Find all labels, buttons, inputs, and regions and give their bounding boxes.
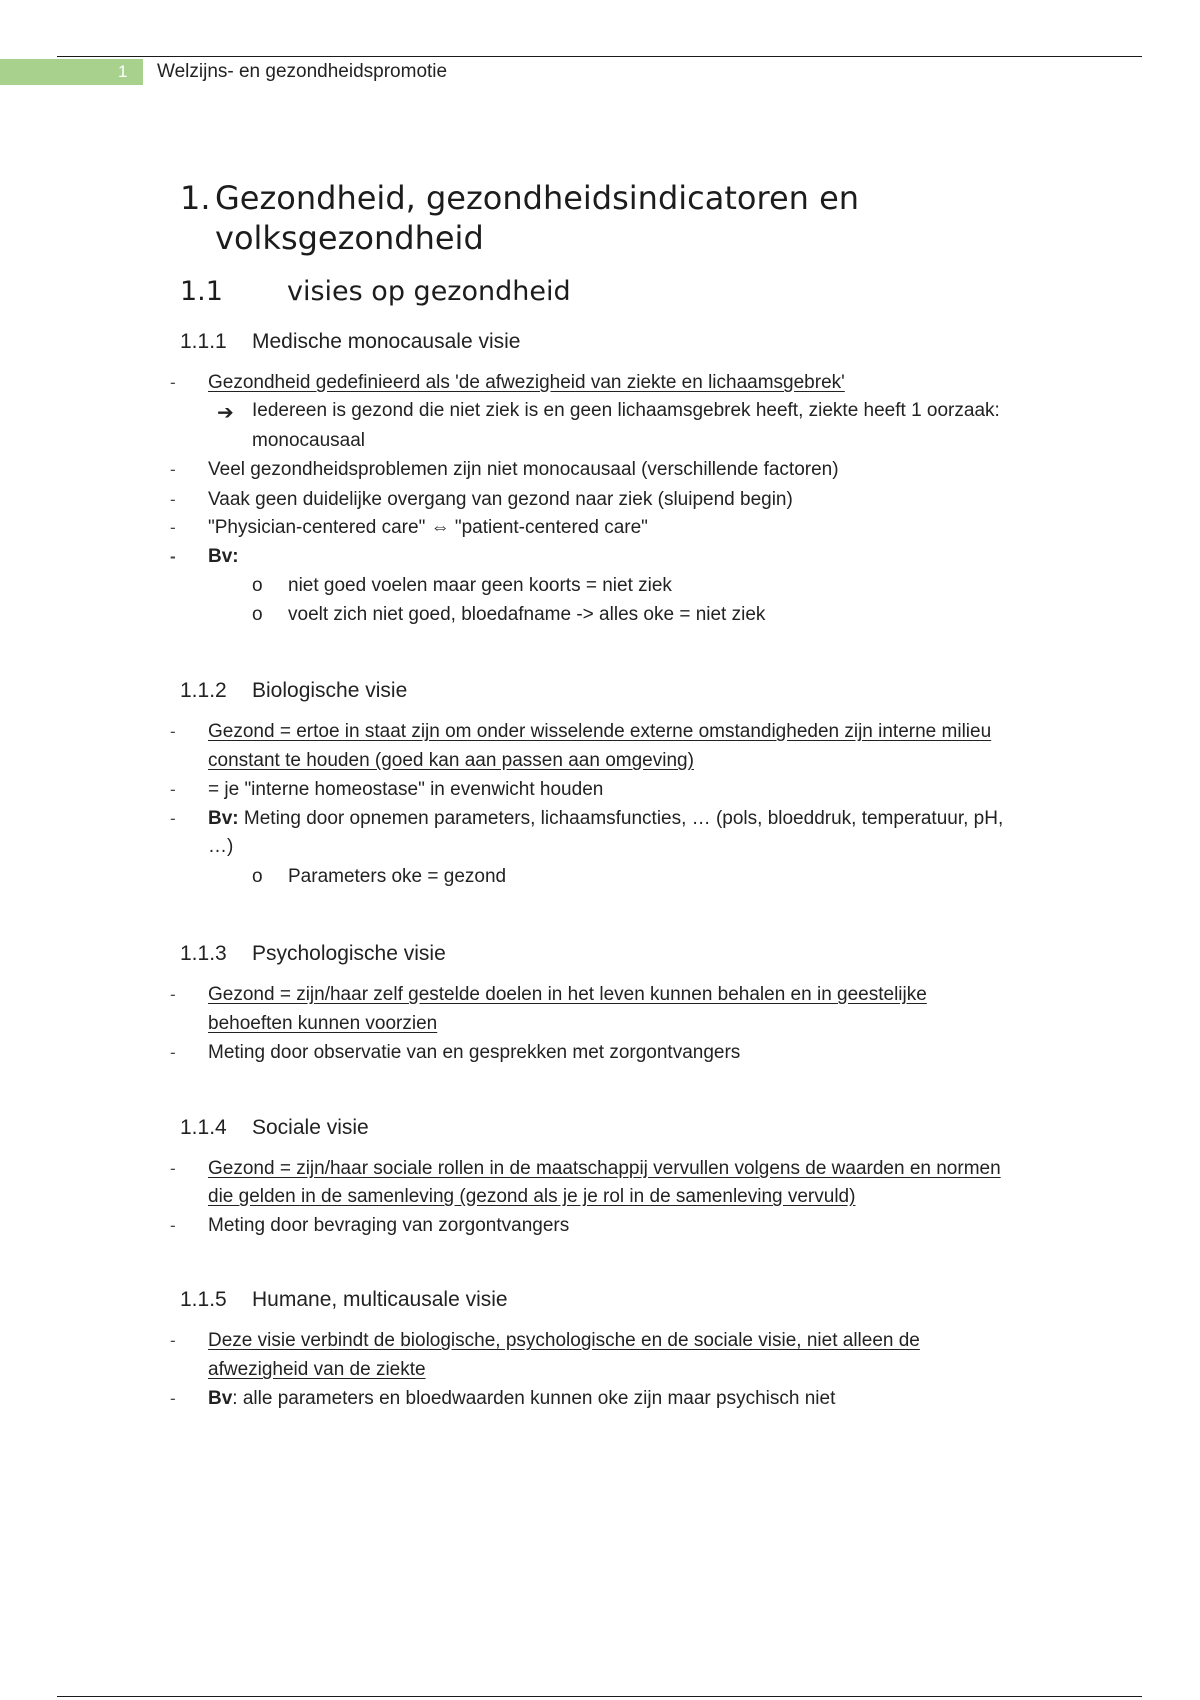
sub-list-item: Parameters oke = gezond xyxy=(288,866,507,887)
subsection-title: Sociale visie xyxy=(252,1116,369,1139)
bullet-dash: - xyxy=(170,985,176,1004)
bullet-circle: o xyxy=(252,866,263,887)
list-item: monocausaal xyxy=(252,430,366,451)
bullet-dash: - xyxy=(170,490,176,509)
header-rule xyxy=(57,56,1142,57)
bullet-dash: - xyxy=(170,1389,176,1408)
list-item: behoeften kunnen voorzien xyxy=(208,1013,438,1034)
list-item-text: : alle parameters en bloedwaarden kunnen oke zijn maar psychisch niet xyxy=(232,1388,836,1409)
list-item: die gelden in de samenleving (gezond als je je rol in de samenleving vervuld) xyxy=(208,1186,856,1207)
bullet-dash: - xyxy=(170,1331,176,1350)
list-item: Veel gezondheidsproblemen zijn niet monocausaal (verschillende factoren) xyxy=(208,459,839,480)
list-item: Gezond = zijn/haar zelf gestelde doelen in het leven kunnen behalen en in geestelijke xyxy=(208,984,927,1005)
document-title: Welzijns- en gezondheidspromotie xyxy=(157,61,448,82)
list-item: Deze visie verbindt de biologische, psychologische en de sociale visie, niet alleen de xyxy=(208,1330,920,1351)
bullet-dash: - xyxy=(170,780,176,799)
arrow-icon: ➔ xyxy=(217,402,234,424)
list-item: Meting door bevraging van zorgontvangers xyxy=(208,1215,570,1236)
list-item: Gezond = ertoe in staat zijn om onder wisselende externe omstandigheden zijn interne milieu xyxy=(208,721,992,742)
list-item: afwezigheid van de ziekte xyxy=(208,1359,426,1380)
subsection-number: 1.1.2 xyxy=(180,679,227,702)
subsection-number: 1.1.4 xyxy=(180,1116,227,1139)
list-item: …) xyxy=(208,836,234,857)
list-item: Meting door observatie van en gesprekken met zorgontvangers xyxy=(208,1042,741,1063)
bullet-dash: - xyxy=(170,1216,176,1235)
list-item-label: Bv: xyxy=(208,808,239,829)
bullet-circle: o xyxy=(252,604,263,625)
chapter-title-line2: volksgezondheid xyxy=(215,219,484,257)
subsection-title: Humane, multicausale visie xyxy=(252,1288,508,1311)
bullet-dash: - xyxy=(170,460,176,479)
subsection-title: Psychologische visie xyxy=(252,942,446,965)
bullet-dash: - xyxy=(170,722,176,741)
sub-list-item: niet goed voelen maar geen koorts = niet ziek xyxy=(288,575,672,596)
subsection-number: 1.1.3 xyxy=(180,942,227,965)
section-number: 1.1 xyxy=(180,276,223,307)
chapter-title xyxy=(215,178,915,258)
bullet-dash: - xyxy=(170,1159,176,1178)
bullet-circle: o xyxy=(252,575,263,596)
subsection-title: Medische monocausale visie xyxy=(252,330,521,353)
section-title: visies op gezondheid xyxy=(287,276,571,307)
list-item: constant te houden (goed kan aan passen aan omgeving) xyxy=(208,750,694,771)
list-item: Iedereen is gezond die niet ziek is en geen lichaamsgebrek heeft, ziekte heeft 1 oorzaak: xyxy=(252,400,1000,421)
list-item xyxy=(208,808,1003,830)
list-item-label: Bv: xyxy=(208,546,239,567)
list-item: = je "interne homeostase" in evenwicht houden xyxy=(208,779,604,800)
subsection-number: 1.1.5 xyxy=(180,1288,227,1311)
list-item-label: Bv xyxy=(208,1388,233,1409)
bullet-dash: - xyxy=(170,809,176,828)
bullet-dash: - xyxy=(170,373,176,392)
list-item: Vaak geen duidelijke overgang van gezond naar ziek (sluipend begin) xyxy=(208,489,793,510)
sub-list-item: voelt zich niet goed, bloedafname -> alles oke = niet ziek xyxy=(288,604,766,625)
chapter-title-line1: Gezondheid, gezondheidsindicatoren en xyxy=(215,179,860,217)
footer-rule xyxy=(57,1696,1142,1697)
list-item: Gezondheid gedefinieerd als 'de afwezigheid van ziekte en lichaamsgebrek' xyxy=(208,372,845,393)
list-item: "Physician-centered care" ⇔ "patient-centered care" xyxy=(208,517,648,538)
chapter-number: 1. xyxy=(180,179,211,217)
bullet-dash: - xyxy=(170,518,176,537)
list-item: Gezond = zijn/haar sociale rollen in de maatschappij vervullen volgens de waarden en normen xyxy=(208,1158,1001,1179)
bullet-dash: - xyxy=(170,547,176,566)
list-item xyxy=(208,1388,835,1410)
page-number: 1 xyxy=(118,62,128,81)
subsection-number: 1.1.1 xyxy=(180,330,227,353)
bullet-dash: - xyxy=(170,1043,176,1062)
list-item-text: Meting door opnemen parameters, lichaamsfuncties, … (pols, bloeddruk, temperatuur, pH, xyxy=(238,808,1004,829)
subsection-title: Biologische visie xyxy=(252,679,408,702)
